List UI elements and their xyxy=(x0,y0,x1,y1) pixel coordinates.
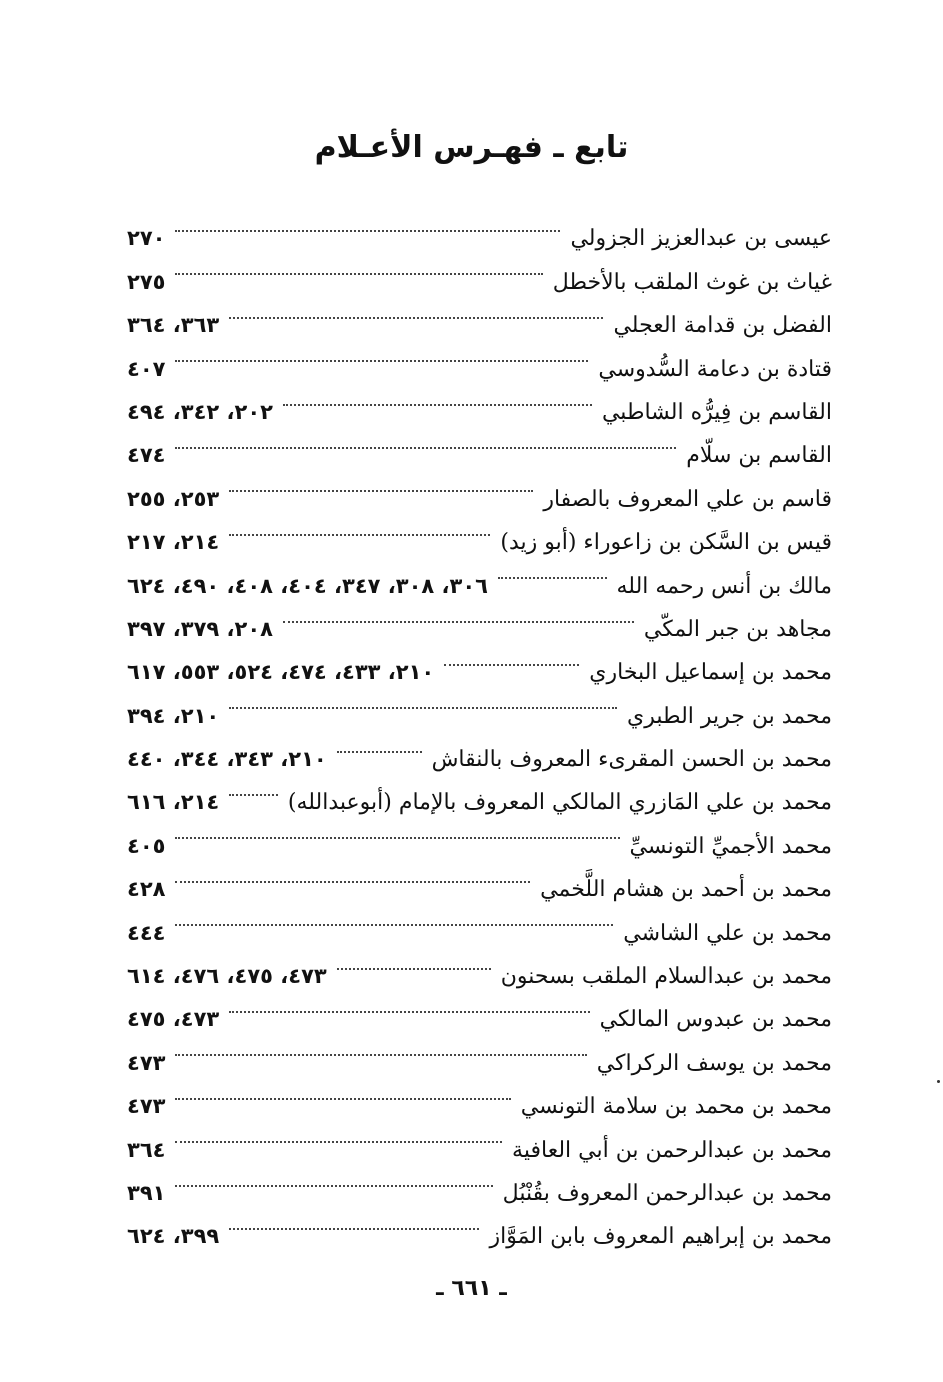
entry-pages: ٤٢٨ xyxy=(127,877,166,902)
index-entries xyxy=(127,202,832,1250)
entry-name: محمد بن عبدالرحمن المعروف بقُنْبُل xyxy=(502,1180,832,1206)
dot-leader xyxy=(229,462,533,505)
entry-name: قاسم بن علي المعروف بالصفار xyxy=(543,486,832,512)
entry-name: الفضل بن قدامة العجلي xyxy=(613,313,832,339)
dot-leader xyxy=(175,1113,502,1156)
entry-pages: ٢٠٨، ٣٧٩، ٣٩٧ xyxy=(127,616,273,641)
dot-leader xyxy=(283,376,592,419)
entry-pages: ٣٠٦، ٣٠٨، ٣٤٧، ٤٠٤، ٤٠٨، ٤٩٠، ٦٢٤ xyxy=(127,573,488,598)
entry-name: محمد بن يوسف الركراكي xyxy=(596,1050,832,1076)
dot-leader xyxy=(175,332,588,375)
dot-leader xyxy=(337,723,422,766)
dot-leader xyxy=(175,1157,492,1200)
entry-name: محمد بن عبدالرحمن بن أبي العافية xyxy=(512,1137,832,1163)
entry-pages: ٢٧٥ xyxy=(127,269,166,294)
entry-name: محمد الأجميِّ التونسيِّ xyxy=(629,833,832,859)
entry-pages: ٤٧٤ xyxy=(127,443,166,468)
entry-pages: ٤٧٣، ٤٧٥ xyxy=(127,1007,220,1032)
entry-name: محمد بن إبراهيم المعروف بابن المَوَّاز xyxy=(489,1224,832,1250)
index-entry xyxy=(127,202,832,252)
dot-leader xyxy=(175,1026,586,1069)
entry-pages: ٢٧٠ xyxy=(127,226,166,251)
entry-pages: ٤٧٣ xyxy=(127,1094,166,1119)
dot-leader xyxy=(498,549,607,592)
index-title: تابع ـ فهـرس الأعـلام xyxy=(314,130,629,165)
scan-speck xyxy=(937,1080,940,1083)
entry-pages: ٢٥٣، ٢٥٥ xyxy=(127,486,220,511)
entry-pages: ٤٤٤ xyxy=(127,920,166,945)
entry-pages: ٣٦٤ xyxy=(127,1137,166,1162)
entry-name: عيسى بن عبدالعزيز الجزولي xyxy=(570,226,832,252)
entry-pages: ٢١٤، ٢١٧ xyxy=(127,530,220,555)
dot-leader xyxy=(283,593,634,636)
entry-name: محمد بن عبدوس المالكي xyxy=(599,1007,832,1033)
dot-leader xyxy=(229,983,589,1026)
entry-name: محمد بن علي الشاشي xyxy=(623,920,832,946)
entry-name: محمد بن إسماعيل البخاري xyxy=(589,660,832,686)
entry-pages: ٢١٠، ٤٣٣، ٤٧٤، ٥٢٤، ٥٥٣، ٦١٧ xyxy=(127,660,435,685)
dot-leader xyxy=(175,419,676,462)
entry-pages: ٢٠٢، ٣٤٢، ٤٩٤ xyxy=(127,399,273,424)
dot-leader xyxy=(229,766,278,809)
dot-leader xyxy=(444,636,579,679)
entry-name: مجاهد بن جبر المكّي xyxy=(643,616,832,642)
entry-name: محمد بن علي المَازري المالكي المعروف بالإمام (أبوعبدالله) xyxy=(287,790,832,816)
dot-leader xyxy=(229,1200,479,1243)
dot-leader xyxy=(337,940,491,983)
entry-name: محمد بن محمد بن سلامة التونسي xyxy=(520,1094,832,1120)
dot-leader xyxy=(175,1070,510,1113)
entry-pages: ٤٧٣ xyxy=(127,1050,166,1075)
entry-pages: ٢١٤، ٦١٦ xyxy=(127,790,220,815)
dot-leader xyxy=(175,896,613,939)
dot-leader xyxy=(229,679,617,722)
entry-name: قيس بن السَّكن بن زاعوراء (أبو زيد) xyxy=(500,530,832,556)
dot-leader xyxy=(175,809,619,852)
entry-pages: ٤٠٧ xyxy=(127,356,166,381)
entry-name: قتادة بن دعامة السُّدوسي xyxy=(598,356,832,382)
entry-pages: ٤٠٥ xyxy=(127,833,166,858)
entry-name: محمد بن جرير الطبري xyxy=(627,703,832,729)
dot-leader xyxy=(175,202,560,245)
entry-name: محمد بن الحسن المقرىء المعروف بالنقاش xyxy=(431,747,832,773)
entry-name: القاسم بن فِيرُّه الشاطبي xyxy=(601,399,832,425)
dot-leader xyxy=(229,289,603,332)
entry-name: مالك بن أنس رحمه الله xyxy=(616,573,832,599)
entry-pages: ٣٩١ xyxy=(127,1180,166,1205)
entry-name: محمد بن عبدالسلام الملقب بسحنون xyxy=(500,964,832,990)
entry-name: غياث بن غوث الملقب بالأخطل xyxy=(552,269,832,295)
dot-leader xyxy=(229,506,490,549)
dot-leader xyxy=(175,245,542,288)
entry-pages: ٢١٠، ٣٩٤ xyxy=(127,703,220,728)
dot-leader xyxy=(175,853,530,896)
entry-name: محمد بن أحمد بن هشام اللَّخمي xyxy=(540,877,832,903)
entry-pages: ٤٧٣، ٤٧٥، ٤٧٦، ٦١٤ xyxy=(127,964,327,989)
entry-pages: ٢١٠، ٣٤٣، ٣٤٤، ٤٤٠ xyxy=(127,747,327,772)
entry-pages: ٣٦٣، ٣٦٤ xyxy=(127,313,220,338)
entry-pages: ٣٩٩، ٦٢٤ xyxy=(127,1224,220,1249)
entry-name: القاسم بن سلّام xyxy=(686,443,832,469)
page-number: ـ ٦٦١ ـ xyxy=(436,1276,507,1301)
